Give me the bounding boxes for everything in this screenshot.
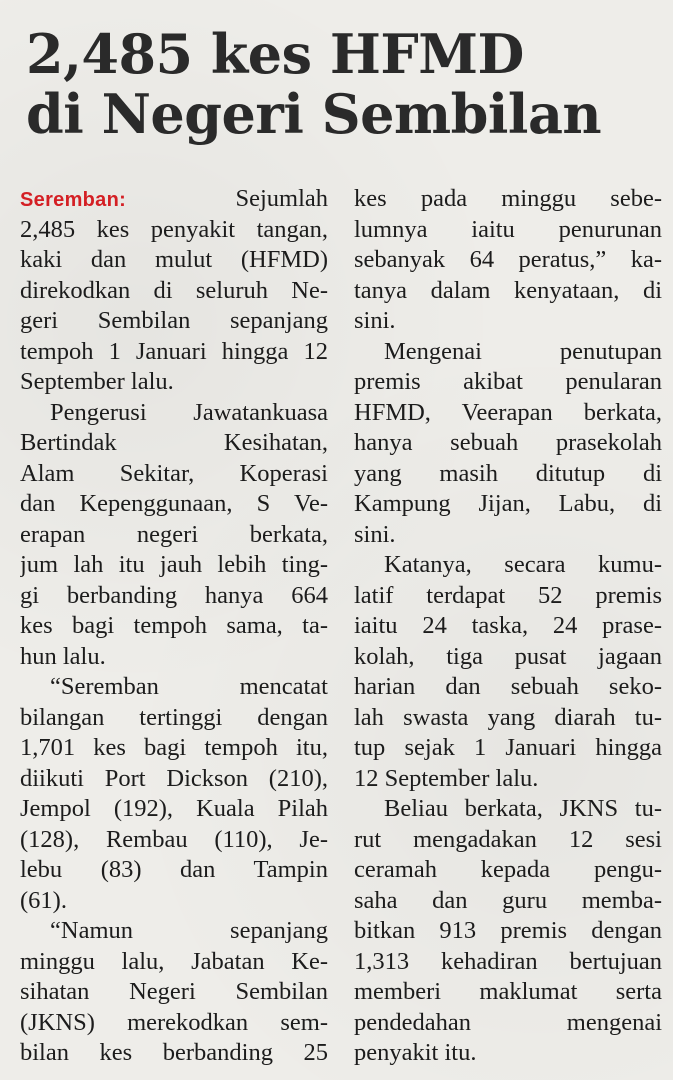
text-line: lumnya iaitu penurunan — [354, 215, 662, 243]
text-line: 2,485 kes penyakit tangan, — [20, 215, 328, 243]
text-line: rut mengadakan 12 sesi — [354, 825, 662, 853]
text-line: Katanya, secara kumu- — [384, 551, 662, 578]
text-line: Bertindak Kesihatan, — [20, 429, 328, 456]
text-line: geri Sembilan sepanjang — [20, 307, 328, 334]
text-line: Pengerusi Jawatankuasa — [50, 398, 328, 426]
text-line: sini. — [354, 520, 396, 548]
text-line: Alam Sekitar, Koperasi — [20, 459, 328, 487]
text-line: kolah, tiga pusat jagaan — [354, 642, 662, 670]
text-line: pendedahan mengenai — [354, 1008, 662, 1036]
headline — [26, 24, 656, 144]
text-line: (128), Rembau (110), Je- — [20, 825, 328, 853]
text-line — [20, 184, 328, 215]
text-line: Jempol (192), Kuala Pilah — [20, 795, 328, 822]
text-line: “Seremban mencatat — [50, 673, 328, 700]
text-line: penyakit itu. — [354, 1039, 477, 1066]
text-line: kaki dan mulut (HFMD) — [20, 246, 328, 273]
text-line: bitkan 913 premis dengan — [354, 917, 662, 944]
text-line: ceramah kepada pengu- — [354, 856, 662, 883]
text-line: tanya dalam kenyataan, di — [354, 276, 662, 304]
text-line: kes pada minggu sebe- — [354, 185, 662, 212]
text-line: hun lalu. — [20, 642, 106, 670]
text-fragment: Sejumlah — [235, 185, 328, 212]
text-line: tup sejak 1 Januari hingga — [354, 734, 662, 761]
text-line: sini. — [354, 307, 396, 334]
text-line: latif terdapat 52 premis — [354, 581, 662, 609]
article-column-left — [20, 184, 328, 1069]
text-line: (61). — [20, 886, 67, 914]
text-line: saha dan guru memba- — [354, 886, 662, 914]
text-line: sihatan Negeri Sembilan — [20, 978, 328, 1005]
text-line: jum lah itu jauh lebih ting- — [20, 551, 328, 578]
text-line: Mengenai penutupan — [384, 337, 662, 365]
text-line: erapan negeri berkata, — [20, 520, 328, 548]
text-line: direkodkan di seluruh Ne- — [20, 276, 328, 304]
text-line: iaitu 24 taska, 24 prase- — [354, 612, 662, 639]
text-line: gi berbanding hanya 664 — [20, 581, 328, 609]
text-line: diikuti Port Dickson (210), — [20, 764, 328, 792]
text-line: tempoh 1 Januari hingga 12 — [20, 337, 328, 365]
text-line: Beliau berkata, JKNS tu- — [384, 795, 662, 822]
text-line: 1,313 kehadiran bertujuan — [354, 947, 662, 975]
headline-line-1: 2,485 kes HFMD — [26, 22, 524, 86]
text-line: bilangan tertinggi dengan — [20, 703, 328, 731]
text-line: harian dan sebuah seko- — [354, 673, 662, 700]
dateline: Seremban: — [20, 189, 127, 211]
text-line: “Namun sepanjang — [50, 917, 328, 944]
text-line: kes bagi tempoh sama, ta- — [20, 612, 328, 639]
text-line: lah swasta yang diarah tu- — [354, 703, 662, 731]
text-line: premis akibat penularan — [354, 368, 662, 395]
text-line: lebu (83) dan Tampin — [20, 856, 328, 883]
text-line: memberi maklumat serta — [354, 978, 662, 1005]
text-line: bilan kes berbanding 25 — [20, 1039, 328, 1066]
article-column-right — [354, 184, 662, 1069]
text-line: (JKNS) merekodkan sem- — [20, 1008, 328, 1036]
text-line: sebanyak 64 peratus,” ka- — [354, 246, 662, 273]
text-line: Kampung Jijan, Labu, di — [354, 490, 662, 517]
text-line: dan Kepenggunaan, S Ve- — [20, 490, 328, 517]
text-line: September lalu. — [20, 368, 174, 395]
text-line: hanya sebuah prasekolah — [354, 429, 662, 456]
headline-line-2: di Negeri Sembilan — [26, 82, 602, 146]
text-line: HFMD, Veerapan berkata, — [354, 398, 662, 426]
text-line: minggu lalu, Jabatan Ke- — [20, 947, 328, 975]
text-line: 12 September lalu. — [354, 764, 539, 792]
text-line: 1,701 kes bagi tempoh itu, — [20, 734, 328, 761]
text-line: yang masih ditutup di — [354, 459, 662, 487]
